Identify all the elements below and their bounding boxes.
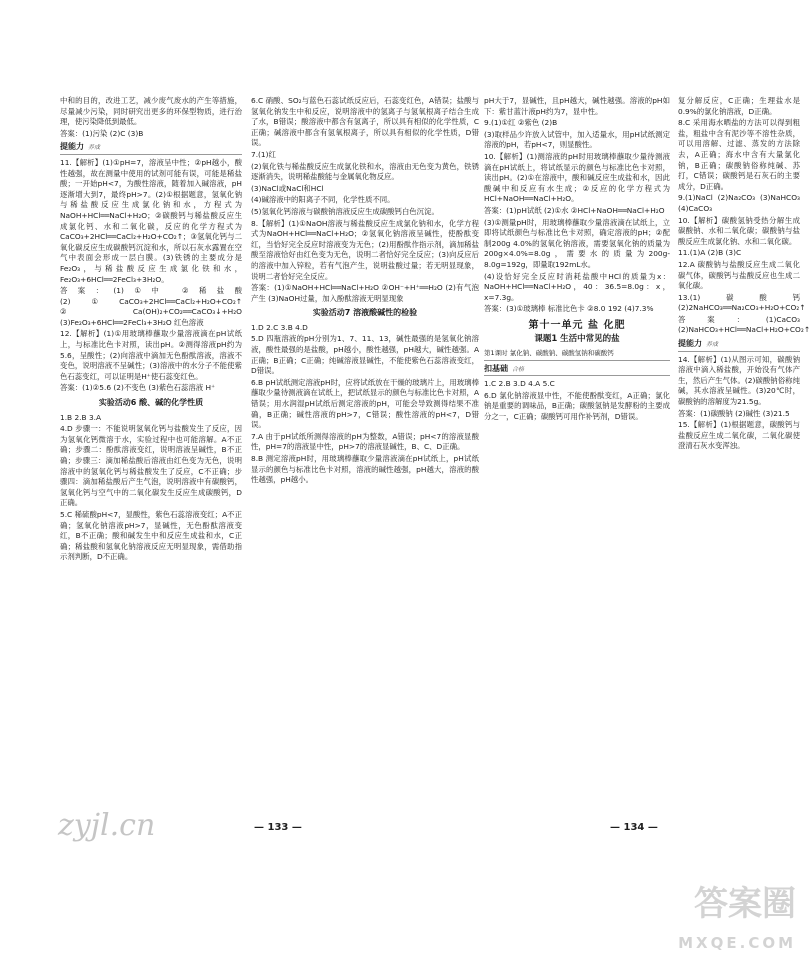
answer-paragraph: 中和的目的，改进工艺，减少废气废水的产生等措施，尽量减少污染，同时研究出更多的环保型物质，进行治理，使污染降低到最低。 bbox=[60, 96, 242, 127]
page-number-right: — 134 — bbox=[610, 822, 658, 833]
answer-paragraph: (5)氢氧化钙溶液与碳酸钠溶液反应生成碳酸钙白色沉淀。 bbox=[251, 206, 439, 216]
column-4 bbox=[678, 96, 810, 453]
answer-paragraph: 11.(1)A (2)B (3)C bbox=[678, 248, 742, 258]
watermark-zyjl: zyjl.cn bbox=[58, 808, 156, 843]
answer-paragraph: 12.A 碳酸钠与盐酸反应生成二氧化碳气体，碳酸钙与盐酸反应也生成二氧化碳。 bbox=[678, 259, 800, 291]
answer-paragraph: 6.B pH试纸测定溶液pH时，应将试纸放在干燥的玻璃片上，用玻璃棒蘸取少量待测液滴在试纸上，把试纸显示的颜色与标准比色卡对照，A错误；用水润湿pH试纸后测定溶液的pH，可能会导致测得结果不准确，B正确；碱性溶液的pH>7，C错误；酸性溶液的pH<7，D错误。 bbox=[251, 377, 479, 430]
answer-paragraph: 8.C 采用海水晒盐的方法可以得到粗盐，粗盐中含有泥沙等不溶性杂质，可以用溶解、过滤、蒸发的方法除去，A正确；海水中含有大量氯化钠，B正确；碳酸钠俗称纯碱、苏打，C错误；碳酸钙是石灰石的主要成分，D正确。 bbox=[678, 118, 800, 191]
answer-paragraph: 12.【解析】(1)①用玻璃棒蘸取少量溶液滴在pH试纸上，与标准比色卡对照，读出pH。②测得溶液pH约为5.6，呈酸性；(2)向溶液中滴加无色酚酞溶液，溶液不变色，说明溶液不呈碱性；(3)溶液中的水分子不能使紫色石蕊变红，可以证明是H⁺使石蕊变红色。 bbox=[60, 329, 242, 381]
answer-paragraph: 复分解反应，C正确；生理盐水是0.9%的氯化钠溶液，D正确。 bbox=[678, 96, 800, 116]
answer-paragraph: 1.D 2.C 3.B 4.D bbox=[251, 322, 308, 332]
answer-paragraph: 11.【解析】(1)①pH=7，溶液呈中性；②pH越小，酸性越强，故在测量中使用的试剂可能有误，可能是稀盐酸；一开始pH<7，为酸性溶液，随着加入碱溶液，pH逐渐增大到7，最终pH>7。(2)①根据题意，氢氧化钠与稀盐酸反应生成氯化钠和水，方程式为NaOH+HCl══NaCl+H₂O；②碳酸钙与稀盐酸反应生成氯化钙、水和二氧化碳，反应的化学方程式为CaCO₃+2HCl══CaCl₂+H₂O+CO₂↑；③氢氧化钙与二氧化碳反应生成碳酸钙沉淀和水，所以石灰水露置在空气中表面会形成一层白膜。(3)铁锈的主要成分是Fe₂O₃，与稀盐酸反应生成氯化铁和水，Fe₂O₃+6HCl══2FeCl₃+3H₂O。 bbox=[60, 157, 242, 284]
answer-paragraph: 9.(1)NaCl (2)Na₂CO₃ (3)NaHCO₃ (4)CaCO₃ bbox=[678, 193, 800, 213]
answer-paragraph: (3)NaCl或NaCl和HCl bbox=[251, 183, 324, 193]
unit-title: 第十一单元 盐 化肥 bbox=[528, 319, 626, 331]
section-header bbox=[60, 142, 242, 155]
answer-paragraph: 7.A 由于pH试纸所测得溶液的pH为整数，A错误；pH<7的溶液显酸性，pH=7的溶液显中性，pH>7的溶液显碱性，B、C、D正确。 bbox=[251, 431, 479, 452]
answer-paragraph: 8.B 测定溶液pH时，用玻璃棒蘸取少量溶液滴在pH试纸上，pH试纸显示的颜色与标准比色卡对照，溶液的碱性越强，pH越大，溶液的酸性越强，pH越小。 bbox=[251, 454, 479, 485]
answer-paragraph: (3)①测量pH时，用玻璃棒蘸取少量溶液滴在试纸上，立即将试纸颜色与标准比色卡对照，确定溶液的pH；②配制200g 4.0%的氢氧化钠溶液，需要氢氧化钠的质量为200g×4.0%=8.0g，需要水的质量为200g-8.0g=192g，即量取192mL水。 bbox=[484, 217, 670, 269]
answer-paragraph: 答案：(1)①中 ②稀盐酸 (2)①CaCO₃+2HCl══CaCl₂+H₂O+CO₂↑ ②Ca(OH)₂+CO₂══CaCO₃↓+H₂O (3)Fe₂O₃+6HCl══2FeCl₃+3H₂O 红色溶液 bbox=[60, 286, 242, 327]
answer-paragraph: 6.C 硝酸、SO₂与蓝色石蕊试纸反应后，石蕊变红色，A错误；盐酸与氢氧化钠发生中和反应，说明溶液中的氢离子与氢氧根离子结合生成了水，B错误；酸溶液中都含有氢离子，所以具有相似的化学性质，C正确；碱溶液中都含有氢氧根离子，所以具有相似的化学性质，D错误。 bbox=[251, 96, 479, 148]
section-tag: 合格 bbox=[512, 365, 525, 373]
answer-paragraph: 9.(1)①红 ②紫色 (2)B bbox=[484, 118, 558, 128]
section-tag: 养成 bbox=[706, 341, 719, 349]
answer-paragraph: 5.C 稀硫酸pH<7，显酸性，紫色石蕊溶液变红；A不正确；氢氧化钠溶液pH>7，显碱性，无色酚酞溶液变红，B不正确；酸和碱发生中和反应生成盐和水，C正确；稀盐酸和氢氧化钠溶液反应无明显现象，需借助指示剂判断，D不正确。 bbox=[60, 509, 242, 562]
answer-paragraph: (4)碱溶液中的阳离子不同，化学性质不同。 bbox=[251, 195, 395, 205]
column-3 bbox=[484, 96, 670, 424]
watermark-daanquan: 答案圈 bbox=[694, 884, 796, 924]
section-title: 扣基础 bbox=[484, 363, 508, 373]
page-number-left: — 133 — bbox=[254, 822, 302, 833]
answer-paragraph: 答案：(1)pH试纸 (2)①水 ②HCl+NaOH══NaCl+H₂O bbox=[484, 205, 665, 215]
activity-title: 实验活动7 溶液酸碱性的检验 bbox=[312, 308, 418, 318]
answer-paragraph: 4.D 步骤一：不能说明氢氧化钙与盐酸发生了反应，因为氢氧化钙微溶于水，实验过程中也可能溶解。A不正确；步骤二：酚酞溶液变红，说明溶液呈碱性，B不正确；步骤三：滴加稀盐酸后溶液由红色变为无色，说明溶液中的氢氧化钙与稀盐酸发生了反应，C不正确；步骤四：滴加稀盐酸后产生气泡，说明溶液中有碳酸钙，氢氧化钙与空气中的二氧化碳发生反应生成碳酸钙，D正确。 bbox=[60, 424, 242, 508]
answer-paragraph: 14.【解析】(1)从图示可知，碳酸钠溶液中滴入稀盐酸，开始没有气体产生，然后产生气体。(2)碳酸钠俗称纯碱，其水溶液呈碱性。(3)20℃时，碳酸钠的溶解度为21.5g。 bbox=[678, 354, 800, 407]
section-header bbox=[678, 339, 800, 352]
answer-paragraph: 10.【解析】碳酸氢钠受热分解生成碳酸钠、水和二氧化碳；碳酸钠与盐酸反应生成氯化钠、水和二氧化碳。 bbox=[678, 215, 800, 246]
answer-paragraph: 5.D 四瓶溶液的pH分别为1、7、11、13，碱性最强的是氢氧化钠溶液，酸性最强的是盐酸，pH越小，酸性越强，pH越大，碱性越强。A正确；B正确；C正确；纯碱溶液显碱性，不能使紫色石蕊溶液变红，D错误。 bbox=[251, 334, 479, 376]
answer-paragraph: 答案：(3)①玻璃棒 标准比色卡 ②8.0 192 (4)7.3% bbox=[484, 304, 654, 314]
lesson-title: 课题1 生活中常见的盐 bbox=[534, 334, 620, 345]
answer-paragraph: 6.D 氯化钠溶液显中性，不能使酚酞变红，A正确；氯化钠是重要的调味品，B正确；碳酸氢钠是发酵粉的主要成分之一，C正确；碳酸钙可用作补钙剂，D错误。 bbox=[484, 390, 670, 422]
answer-paragraph: 10.【解析】(1)测溶液的pH时用玻璃棒蘸取少量待测液滴在pH试纸上，将试纸显示的颜色与标准比色卡对照，读出pH。(2)①在溶液中，酸和碱反应生成盐和水，因此酸碱中和反应有水生成；②反应的化学方程式为HCl+NaOH══NaCl+H₂O。 bbox=[484, 151, 670, 204]
section-title: 提能力 bbox=[678, 339, 702, 349]
answer-paragraph: (3)取样品少许放入试管中，加入适量水，用pH试纸测定溶液的pH，若pH<7，则显酸性。 bbox=[484, 129, 670, 150]
section-header bbox=[484, 364, 670, 377]
section-title: 提能力 bbox=[60, 142, 84, 152]
answer-paragraph: 7.(1)红 bbox=[251, 149, 276, 159]
answer-paragraph: (2)氧化铁与稀盐酸反应生成氯化铁和水，溶液由无色变为黄色，铁锈逐渐消失，说明稀盐酸能与金属氧化物反应。 bbox=[251, 161, 479, 182]
column-2 bbox=[251, 96, 479, 487]
answer-paragraph: 答案：(1)碳酸钠 (2)碱性 (3)21.5 bbox=[678, 408, 790, 418]
answer-paragraph: 答案：(1)CaCO₃ (2)NaHCO₃+HCl══NaCl+H₂O+CO₂↑ bbox=[678, 314, 810, 335]
answer-paragraph: pH大于7，显碱性，且pH越大，碱性越强。溶液的pH如下：紫甘蓝汁液pH约为7，显中性。 bbox=[484, 96, 670, 116]
answer-paragraph: 8.【解析】(1)①NaOH溶液与稀盐酸反应生成氯化钠和水，化学方程式为NaOH+HCl══NaCl+H₂O；②氢氧化钠溶液呈碱性，使酚酞变红，当恰好完全反应时溶液变为无色；(2)用酚酞作指示剂，滴加稀盐酸至溶液恰好由红色变为无色，说明二者恰好完全反应；(3)向反应后的溶液中加入锌粒，若有气泡产生，说明盐酸过量；若无明显现象，说明二者恰好完全反应。 bbox=[251, 218, 479, 281]
answer-paragraph: 1.B 2.B 3.A bbox=[60, 412, 102, 422]
answer-paragraph: 1.C 2.B 3.D 4.A 5.C bbox=[484, 379, 555, 389]
answer-paragraph: 15.【解析】(1)根据题意，碳酸钙与盐酸反应生成二氧化碳，二氧化碳使澄清石灰水变浑浊。 bbox=[678, 420, 800, 451]
answer-paragraph: 答案：(1)污染 (2)C (3)B bbox=[60, 128, 144, 138]
answer-paragraph: 答案：(1)①NaOH+HCl══NaCl+H₂O ②OH⁻+H⁺══H₂O (2)有气泡产生 (3)NaOH过量，加入酚酞溶液无明显现象 bbox=[251, 283, 479, 303]
answer-paragraph: 13.(1)碳酸钙 (2)2NaHCO₃══Na₂CO₃+H₂O+CO₂↑ bbox=[678, 292, 806, 313]
section-tag: 养成 bbox=[88, 144, 101, 152]
answer-paragraph: 答案：(1)②5.6 (2)不变色 (3)紫色石蕊溶液 H⁺ bbox=[60, 383, 215, 393]
lesson-subtitle: 第1课时 氯化钠、碳酸钠、碳酸氢钠和碳酸钙 bbox=[484, 348, 670, 361]
activity-title: 实验活动6 酸、碱的化学性质 bbox=[98, 398, 204, 408]
watermark-mxqe: MXQE.COM bbox=[678, 934, 796, 952]
answer-paragraph: (4)设恰好完全反应时消耗盐酸中HCl的质量为x：NaOH+HCl══NaCl+H₂O，40：36.5=8.0g：x，x=7.3g。 bbox=[484, 271, 670, 302]
column-1 bbox=[60, 96, 242, 564]
